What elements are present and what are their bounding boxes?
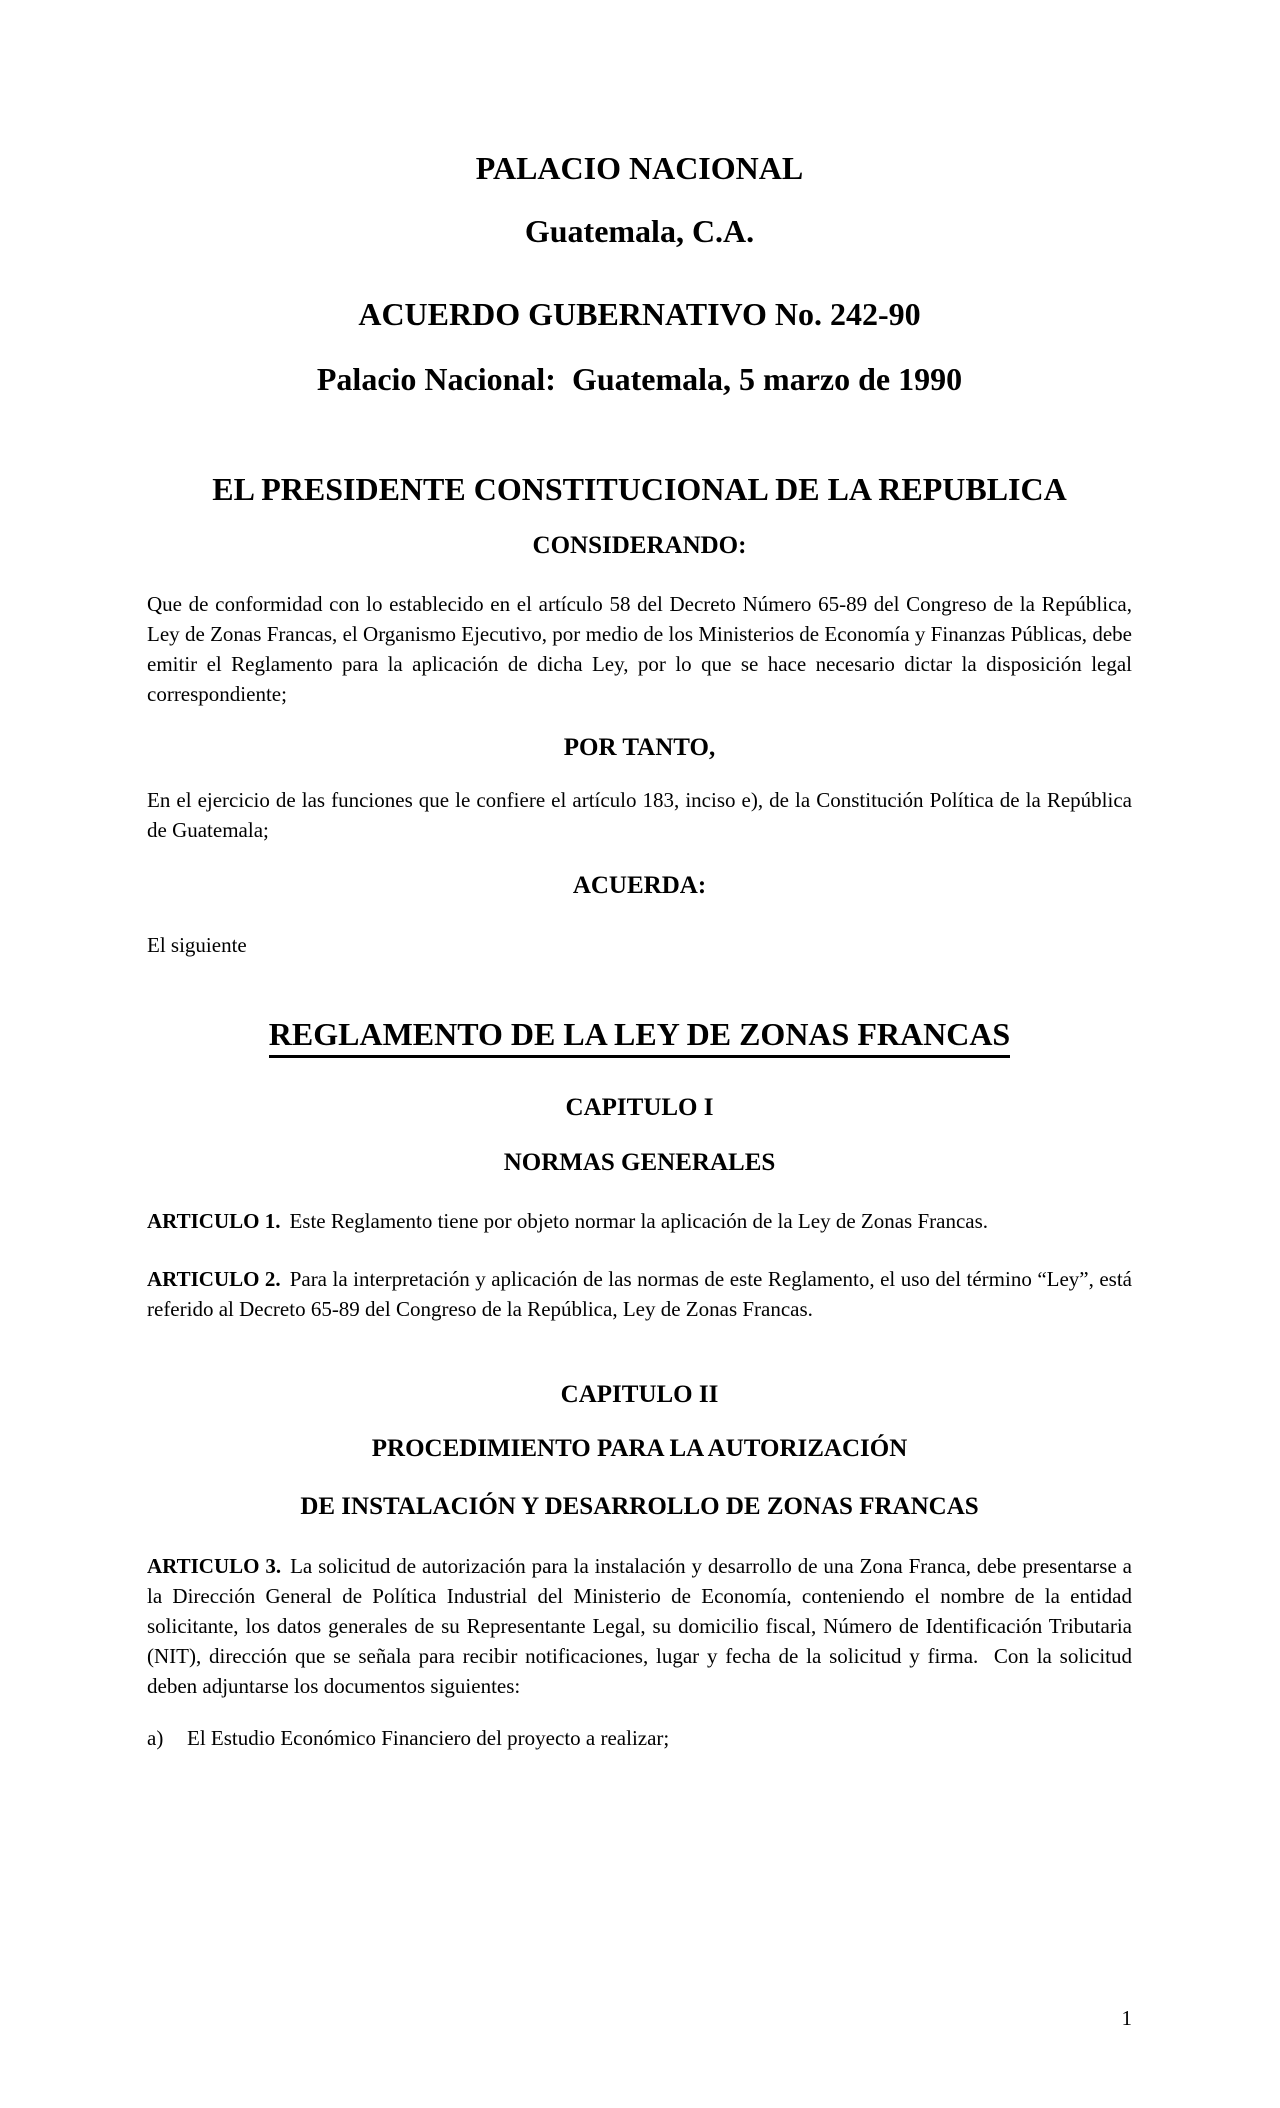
por-tanto-paragraph: En el ejercicio de las funciones que le confiere el artículo 183, inciso e), de la Constitución Política de la República de Guatemala; <box>147 788 1132 842</box>
article-3-label: ARTICULO 3. <box>147 1554 282 1578</box>
considerando-paragraph: Que de conformidad con lo establecido en el artículo 58 del Decreto Número 65-89 del Congreso de la República, Ley de Zonas Francas, el Organismo Ejecutivo, por medio de los Ministerios de Economía y Finanzas Públicas, debe emitir el Reglamento para la aplicación de dicha Ley, por lo que se hace necesario dictar la disposición legal correspondiente; <box>147 592 1132 706</box>
document-title: REGLAMENTO DE LA LEY DE ZONAS FRANCAS <box>269 1016 1010 1058</box>
article-2-paragraph <box>147 1264 1132 1324</box>
chapter-2-heading: CAPITULO II <box>560 1381 719 1408</box>
article-1-label: ARTICULO 1. <box>147 1209 281 1233</box>
chapter-2-subheading-line-1: PROCEDIMIENTO PARA LA AUTORIZACIÓN <box>371 1435 908 1462</box>
article-1-paragraph <box>147 1206 1132 1236</box>
article-2-text: Para la interpretación y aplicación de las normas de este Reglamento, el uso del término “Ley”, está referido al Decreto 65-89 del Congreso de la República, Ley de Zonas Francas. <box>147 1267 1132 1321</box>
list-item-a-marker: a) <box>147 1726 164 1750</box>
list-item-a <box>147 1723 1132 1753</box>
article-3-paragraph <box>147 1551 1132 1701</box>
chapter-2-subheading-line-2: DE INSTALACIÓN Y DESARROLLO DE ZONAS FRANCAS <box>300 1493 979 1520</box>
document-title-wrap <box>147 1016 1132 1058</box>
acuerda-heading: ACUERDA: <box>572 872 707 899</box>
president-heading: EL PRESIDENTE CONSTITUCIONAL DE LA REPUBLICA <box>212 471 1067 507</box>
por-tanto-heading: POR TANTO, <box>563 734 716 761</box>
el-siguiente-text: El siguiente <box>147 933 247 957</box>
header-line-guatemala: Guatemala, C.A. <box>524 213 755 249</box>
article-3-text: La solicitud de autorización para la instalación y desarrollo de una Zona Franca, debe presentarse a la Dirección General de Política Industrial del Ministerio de Economía, conteniendo el nombre de la entidad solicitante, los datos generales de su Representante Legal, su domicilio fiscal, Número de Identificación Tributaria (NIT), dirección que se señala para recibir notificaciones, lugar y fecha de la solicitud y firma. Con la solicitud deben adjuntarse los documentos siguientes: <box>147 1554 1132 1698</box>
page-number: 1 <box>1121 2006 1132 2030</box>
considerando-heading: CONSIDERANDO: <box>532 532 747 559</box>
article-1-text: Este Reglamento tiene por objeto normar la aplicación de la Ley de Zonas Francas. <box>289 1209 989 1233</box>
header-line-palacio-nacional: PALACIO NACIONAL <box>475 150 804 186</box>
header-line-date: Palacio Nacional: Guatemala, 5 marzo de 1990 <box>316 361 963 397</box>
header-line-acuerdo-number: ACUERDO GUBERNATIVO No. 242-90 <box>358 296 921 332</box>
list-item-a-text: El Estudio Económico Financiero del proyecto a realizar; <box>187 1726 670 1750</box>
article-2-label: ARTICULO 2. <box>147 1267 281 1291</box>
chapter-1-subheading: NORMAS GENERALES <box>503 1149 776 1176</box>
chapter-1-heading: CAPITULO I <box>565 1094 714 1121</box>
